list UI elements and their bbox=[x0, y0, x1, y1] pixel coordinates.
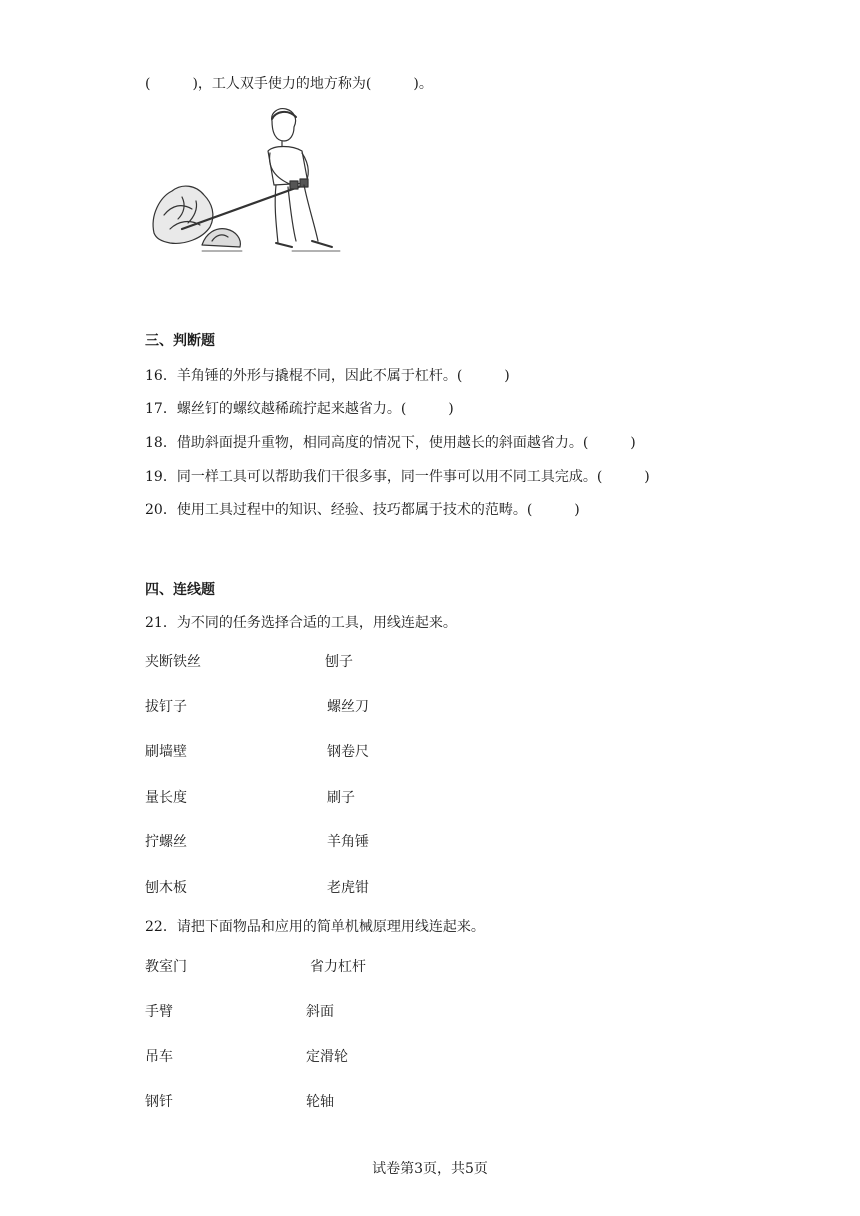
q21-right-item: 老虎钳 bbox=[327, 880, 369, 896]
judgement-item-16: 16．羊角锤的外形与撬棍不同，因此不属于杠杆。( ) bbox=[145, 368, 510, 384]
q21-right-item: 刨子 bbox=[325, 654, 353, 670]
worker-lever-rock-icon bbox=[142, 105, 347, 260]
q21-left-item: 刨木板 bbox=[145, 880, 187, 896]
q22-right-item: 省力杠杆 bbox=[310, 959, 366, 975]
section-title-matching: 四、连线题 bbox=[145, 582, 215, 598]
q21-left-item: 夹断铁丝 bbox=[145, 654, 201, 670]
q22-left-item: 吊车 bbox=[145, 1049, 173, 1065]
q21-left-item: 刷墙壁 bbox=[145, 744, 187, 760]
q22-right-item: 定滑轮 bbox=[306, 1049, 348, 1065]
q21-left-item: 拧螺丝 bbox=[145, 834, 187, 850]
q21-left-item: 量长度 bbox=[145, 790, 187, 806]
q22-left-item: 手臂 bbox=[145, 1004, 173, 1020]
q21-right-item: 羊角锤 bbox=[327, 834, 369, 850]
question-continuation-line: ( )，工人双手使力的地方称为( )。 bbox=[145, 76, 433, 92]
q21-right-item: 钢卷尺 bbox=[327, 744, 369, 760]
q22-right-item: 轮轴 bbox=[306, 1094, 334, 1110]
judgement-item-19: 19．同一样工具可以帮助我们干很多事，同一件事可以用不同工具完成。( ) bbox=[145, 469, 650, 485]
page-footer: 试卷第3页，共5页 bbox=[372, 1161, 488, 1177]
judgement-item-18: 18．借助斜面提升重物，相同高度的情况下，使用越长的斜面越省力。( ) bbox=[145, 435, 636, 451]
q21-right-item: 螺丝刀 bbox=[327, 699, 369, 715]
matching-question-21-prompt: 21．为不同的任务选择合适的工具，用线连起来。 bbox=[145, 615, 457, 631]
judgement-item-20: 20．使用工具过程中的知识、经验、技巧都属于技术的范畴。( ) bbox=[145, 502, 580, 518]
q21-right-item: 刷子 bbox=[327, 790, 355, 806]
section-title-judgement: 三、判断题 bbox=[145, 333, 215, 349]
matching-question-22-prompt: 22．请把下面物品和应用的简单机械原理用线连起来。 bbox=[145, 919, 485, 935]
q22-right-item: 斜面 bbox=[306, 1004, 334, 1020]
q21-left-item: 拔钉子 bbox=[145, 699, 187, 715]
q22-left-item: 钢钎 bbox=[145, 1094, 173, 1110]
worker-lever-rock-illustration bbox=[142, 105, 347, 260]
q22-left-item: 教室门 bbox=[145, 959, 187, 975]
judgement-item-17: 17．螺丝钉的螺纹越稀疏拧起来越省力。( ) bbox=[145, 401, 454, 417]
